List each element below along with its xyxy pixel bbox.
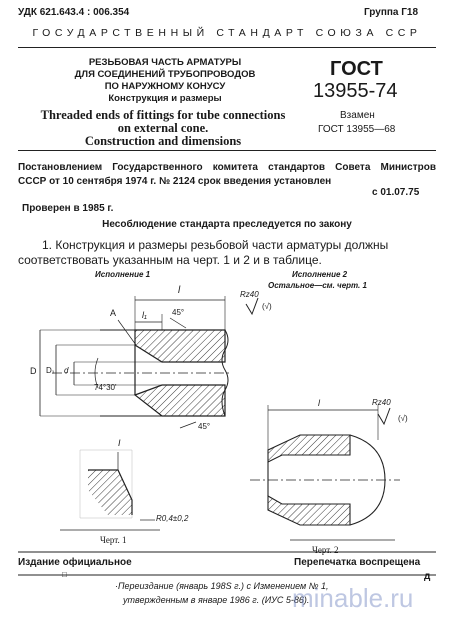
label-radius: R0,4±0,2: [156, 514, 189, 523]
replaces-label: Взамен: [340, 110, 375, 121]
roughness-icon: [246, 298, 258, 314]
reissue-line1: ·Переиздание (январь 198S г.) с Изменением № 1,: [115, 581, 329, 591]
para1-line1: 1. Конструкция и размеры резьбовой части арматуры должны: [42, 238, 389, 252]
ru-title-line: ПО НАРУЖНОМУ КОНУСУ: [104, 81, 226, 92]
dim-l: l: [178, 285, 181, 296]
dim-D1: D₁: [46, 366, 55, 375]
ru-subtitle: Конструкция и размеры: [108, 93, 222, 104]
law-notice: Несоблюдение стандарта преследуется по закону: [102, 219, 352, 230]
lower-wall: [135, 385, 225, 416]
reprint-notice: Перепечатка воспрещена: [294, 557, 421, 568]
ru-title-line: РЕЗЬБОВАЯ ЧАСТЬ АРМАТУРЫ: [88, 57, 242, 68]
page-mark: д: [424, 571, 431, 582]
dim-d: d: [64, 366, 69, 375]
small-mark: □: [62, 570, 67, 579]
gost-number: 13955-74: [313, 80, 398, 102]
detail-I: I: [118, 438, 121, 448]
roughness-a: Rz40: [240, 290, 259, 299]
exec2-note: Остальное—см. черт. 1: [268, 281, 367, 290]
dim-D: D: [30, 366, 37, 376]
udk-code: УДК 621.643.4 : 006.354: [18, 7, 130, 18]
decree-line1: Постановлением Государственного комитета стандартов Совета Министров: [18, 162, 436, 173]
reissue-line2: утвержденным в январе 1986 г. (ИУС 5-86).: [123, 595, 310, 605]
roughness-icon: [378, 408, 390, 424]
drawing2-lower: [268, 496, 350, 525]
label-angle: 74°30': [94, 383, 117, 392]
standard-org: ГОСУДАРСТВЕННЫЙ СТАНДАРТ СОЮЗА ССР: [32, 27, 422, 39]
ru-title-line: ДЛЯ СОЕДИНЕНИЙ ТРУБОПРОВОДОВ: [74, 69, 256, 80]
drawing2-upper: [268, 435, 350, 462]
upper-wall: [135, 330, 225, 362]
caption-2: Черт. 2: [312, 545, 339, 555]
official-edition: Издание официальное: [18, 557, 132, 568]
para1-line2: соответствовать указанным на черт. 1 и 2 и в таблице.: [18, 253, 322, 267]
label-45-bottom: 45°: [198, 422, 211, 431]
watermark: minable.ru: [292, 583, 414, 613]
roughness-v2: (√): [398, 414, 408, 423]
dim-l-2: l: [318, 398, 320, 408]
roughness-b: Rz40: [372, 398, 391, 407]
caption-1: Черт. 1: [100, 535, 127, 545]
en-title-line: Threaded ends of fittings for tube connections: [40, 108, 286, 122]
dim-l1: l₁: [142, 310, 147, 320]
label-A: A: [110, 308, 117, 318]
exec2-label: Исполнение 2: [292, 270, 348, 279]
en-title-line: on external cone.: [117, 121, 209, 135]
gost-label: ГОСТ: [330, 58, 383, 80]
label-45-top: 45°: [172, 308, 185, 317]
decree-date: с 01.07.75: [372, 187, 420, 198]
decree-line2: СССР от 10 сентября 1974 г. № 2124 срок введения установлен: [18, 176, 332, 187]
exec1-label: Исполнение 1: [95, 270, 151, 279]
checked-year: Проверен в 1985 г.: [22, 203, 114, 214]
roughness-v: (√): [262, 302, 272, 311]
en-title-line: Construction and dimensions: [84, 134, 242, 148]
group-code: Группа Г18: [364, 7, 419, 18]
replaces-value: ГОСТ 13955—68: [318, 124, 396, 135]
